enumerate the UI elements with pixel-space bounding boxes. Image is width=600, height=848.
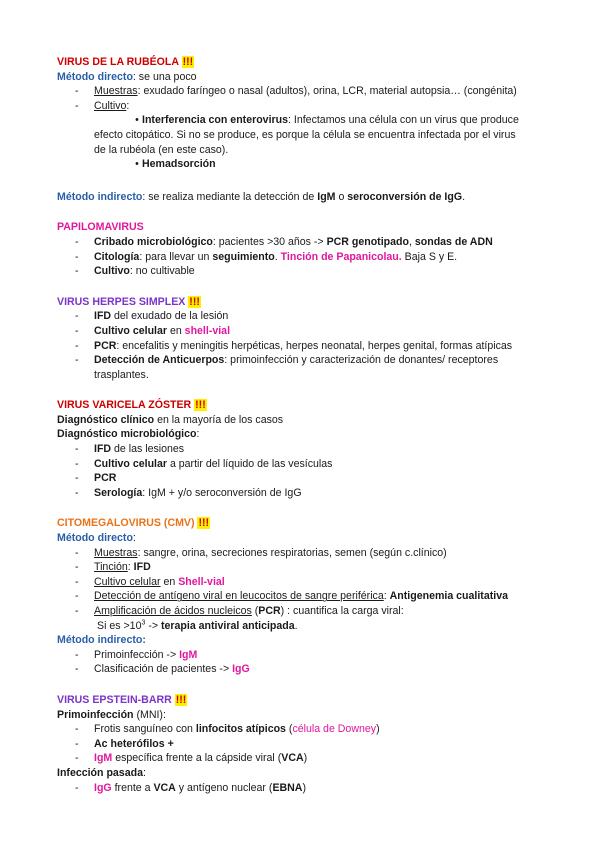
paragraph-line: trasplantes. — [94, 368, 149, 381]
section-title-herpes: VIRUS HERPES SIMPLEX !!! — [57, 295, 200, 308]
list-item: - IFD del exudado de la lesión — [57, 309, 557, 324]
section-title-varicela: VIRUS VARICELA ZÓSTER !!! — [57, 399, 206, 412]
paragraph-line: Si es $>10^3$ -> terapia antiviral anticipada. — [97, 619, 298, 632]
method-label: Método directo — [57, 70, 133, 83]
paragraph-line: Infección pasada: — [57, 766, 146, 779]
paragraph-line: Método indirecto: se realiza mediante la detección de IgM o seroconversión de IgG. — [57, 190, 466, 203]
sublist-item: • Interferencia con enterovirus: Infectamos una célula con un virus que produce — [57, 113, 557, 128]
list-item: - Cultivo celular en shell-vial — [57, 324, 557, 339]
list-item: - Primoinfección -> IgM — [57, 648, 557, 663]
list-item: - Cultivo celular a partir del líquido de las vesículas — [57, 457, 557, 472]
list-item: - Citología: para llevar un seguimiento. Tinción de Papanicolau. Baja S y E. — [57, 250, 557, 265]
section-title-papilomavirus: PAPILOMAVIRUS — [57, 221, 144, 234]
list-item: - IFD de las lesiones — [57, 442, 557, 457]
warning-marker: !!! — [198, 517, 210, 530]
list-item: - Frotis sanguíneo con linfocitos atípicos (célula de Downey) — [57, 722, 557, 737]
warning-marker: !!! — [189, 295, 200, 308]
list-item: - Serología: IgM + y/o seroconversión de IgG — [57, 486, 557, 501]
warning-marker: !!! — [175, 693, 187, 706]
list-item: - Cribado microbiológico: pacientes >30 años -> PCR genotipado, sondas de ADN — [57, 235, 557, 250]
sublist-item: • Hemadsorción — [57, 157, 557, 172]
section-papilomavirus — [57, 220, 557, 278]
warning-marker: !!! — [182, 56, 194, 68]
section-title-cmv: CITOMEGALOVIRUS (CMV) !!! — [57, 517, 210, 530]
paragraph-line: efecto citopático. Si no se produce, es porque la célula se encuentra infectada por el virus — [94, 128, 516, 141]
section-cmv: CITOMEGALOVIRUS (CMV) !!! Método directo: - Muestras: sangre, orina, secreciones respiratorias, semen (según c.clínico) - Tinción: IFD - Cultivo celular en Shell-vial - Detección de antígeno viral en leucocitos de sangre periférica: Antigenemia cualitativa - Amplificación de ácidos nucleicos (PCR) : cuantifica la carga viral: Si es $>10^3$ -> terapia antiviral anticipada. Método indirecto: - Primoinfección -> IgM - Clasificación de pacientes -> IgG — [57, 516, 557, 677]
list-item: - PCR — [57, 471, 557, 486]
bullet-icon: • — [135, 158, 139, 171]
section-ebv — [57, 693, 557, 795]
list-item: - IgM específica frente a la cápside viral (VCA) — [57, 751, 557, 766]
section-rubeola: VIRUS DE LA RUBÉOLA !!! Método directo: se una poco - Muestras: exudado faríngeo o nasal (adultos), orina, LCR, material autopsia… (congénita) - Cultivo: • Interferencia con enterovirus: Infectamos una célula con un virus que produce efecto citopático. Si no se produce, es porque la célula se encuentra infectada por el virus de la rubéola (en este caso). • Hemadsorción Método indirecto: se realiza mediante la detección de IgM o seroconversión de IgG. — [57, 55, 557, 204]
paragraph-line: de la rubéola (en este caso). — [94, 143, 229, 156]
section-title-rubeola: VIRUS DE LA RUBÉOLA !!! — [57, 56, 194, 68]
list-item: - Clasificación de pacientes -> IgG — [57, 662, 557, 677]
list-item: - Detección de Anticuerpos: primoinfección y caracterización de donantes/ receptores — [57, 353, 557, 368]
section-title-ebv: VIRUS EPSTEIN-BARR !!! — [57, 693, 187, 706]
list-item: - Ac heterófilos + — [57, 737, 557, 752]
section-varicela — [57, 398, 557, 500]
warning-marker: !!! — [195, 399, 206, 412]
method-label: Método directo — [57, 532, 133, 545]
list-item: - Cultivo: — [57, 99, 557, 114]
list-item: - IgG frente a VCA y antígeno nuclear (EBNA) — [57, 781, 557, 796]
paragraph-line: Diagnóstico microbiológico: — [57, 428, 200, 441]
section-herpes — [57, 295, 557, 383]
list-item: - Detección de antígeno viral en leucocitos de sangre periférica: Antigenemia cualitativa — [57, 589, 557, 604]
paragraph-line: Diagnóstico clínico en la mayoría de los casos — [57, 413, 284, 426]
list-item: - PCR: encefalitis y meningitis herpéticas, herpes neonatal, herpes genital, formas atípicas — [57, 339, 557, 354]
paragraph-line: Primoinfección (MNI): — [57, 708, 166, 721]
list-item: - Muestras: exudado faríngeo o nasal (adultos), orina, LCR, material autopsia… (congénita) — [57, 84, 557, 99]
list-item: - Muestras: sangre, orina, secreciones respiratorias, semen (según c.clínico) — [57, 546, 557, 561]
bullet-icon: • — [135, 114, 139, 127]
list-item: - Cultivo: no cultivable — [57, 264, 557, 279]
list-item: - Cultivo celular en Shell-vial — [57, 575, 557, 590]
document-content — [57, 55, 557, 795]
list-item: - Tinción: IFD — [57, 560, 557, 575]
list-item: - Amplificación de ácidos nucleicos (PCR) : cuantifica la carga viral: — [57, 604, 557, 619]
method-label: Método indirecto: — [57, 634, 146, 647]
